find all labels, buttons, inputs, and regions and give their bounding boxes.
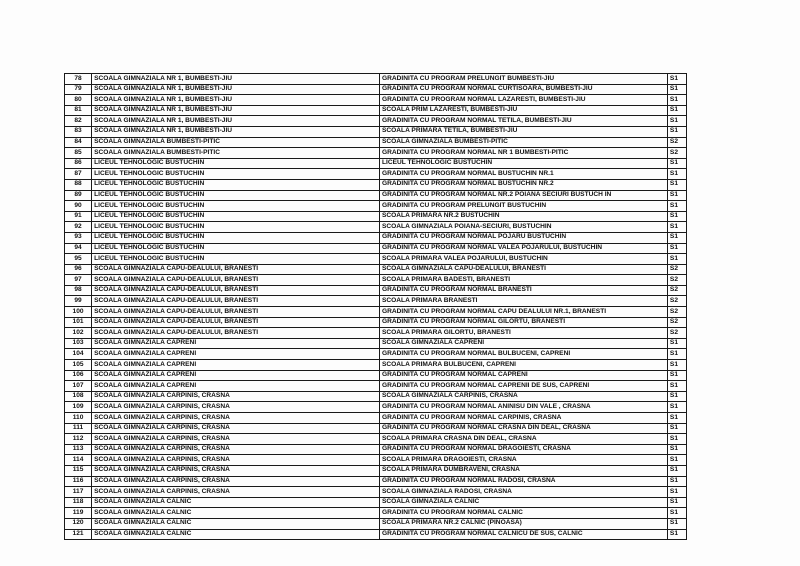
code-cell: S1 [667, 508, 686, 519]
structure-cell: GRADINITA CU PROGRAM NORMAL BULBUCENI, CAPRENI [380, 349, 668, 360]
school-unit-cell: SCOALA GIMNAZIALA CARPINIS, CRASNA [92, 391, 380, 402]
structure-cell: GRADINITA CU PROGRAM NORMAL POJARU BUSTUCHIN [380, 232, 668, 243]
code-cell: S1 [667, 487, 686, 498]
code-cell: S1 [667, 126, 686, 137]
structure-cell: GRADINITA CU PROGRAM NORMAL CAPRENII DE SUS, CAPRENI [380, 381, 668, 392]
table-row [65, 201, 687, 212]
structure-cell: GRADINITA CU PROGRAM NORMAL CALNIC [380, 508, 668, 519]
code-cell: S1 [667, 529, 686, 540]
table-row [65, 455, 687, 466]
table-row [65, 105, 687, 116]
structure-cell: GRADINITA CU PROGRAM NORMAL CAPU DEALULUI NR.1, BRANESTI [380, 307, 668, 318]
school-unit-cell: SCOALA GIMNAZIALA CAPU-DEALULUI, BRANESTI [92, 285, 380, 296]
code-cell: S2 [667, 328, 686, 339]
row-number-cell: 93 [65, 232, 92, 243]
school-unit-cell: SCOALA GIMNAZIALA CAPU-DEALULUI, BRANESTI [92, 275, 380, 286]
table-row [65, 328, 687, 339]
school-unit-cell: SCOALA GIMNAZIALA NR 1, BUMBESTI-JIU [92, 126, 380, 137]
table-row [65, 169, 687, 180]
row-number-cell: 110 [65, 413, 92, 424]
school-unit-cell: SCOALA GIMNAZIALA CAPU-DEALULUI, BRANESTI [92, 307, 380, 318]
row-number-cell: 115 [65, 465, 92, 476]
structure-cell: GRADINITA CU PROGRAM NORMAL CARPINIS, CRASNA [380, 413, 668, 424]
table-row [65, 296, 687, 307]
code-cell: S1 [667, 116, 686, 127]
code-cell: S2 [667, 148, 686, 159]
structure-cell: SCOALA GIMNAZIALA CAPU-DEALULUI, BRANESTI [380, 264, 668, 275]
row-number-cell: 84 [65, 137, 92, 148]
structure-cell: GRADINITA CU PROGRAM NORMAL RADOSI, CRASNA [380, 476, 668, 487]
row-number-cell: 119 [65, 508, 92, 519]
row-number-cell: 83 [65, 126, 92, 137]
school-unit-cell: SCOALA GIMNAZIALA CAPU-DEALULUI, BRANESTI [92, 264, 380, 275]
structure-cell: GRADINITA CU PROGRAM NORMAL CAPRENI [380, 370, 668, 381]
structure-cell: GRADINITA CU PROGRAM NORMAL CRASNA DIN DEAL, CRASNA [380, 423, 668, 434]
structure-cell: GRADINITA CU PROGRAM NORMAL BUSTUCHIN NR.2 [380, 179, 668, 190]
school-unit-cell: LICEUL TEHNOLOGIC BUSTUCHIN [92, 222, 380, 233]
row-number-cell: 107 [65, 381, 92, 392]
school-unit-cell: SCOALA GIMNAZIALA CARPINIS, CRASNA [92, 455, 380, 466]
code-cell: S1 [667, 497, 686, 508]
structure-cell: SCOALA PRIMARA GILORTU, BRANESTI [380, 328, 668, 339]
structure-cell: GRADINITA CU PROGRAM NORMAL ANINISU DIN VALE , CRASNA [380, 402, 668, 413]
code-cell: S1 [667, 402, 686, 413]
structure-cell: GRADINITA CU PROGRAM NORMAL LAZARESTI, BUMBESTI-JIU [380, 95, 668, 106]
structure-cell: GRADINITA CU PROGRAM PRELUNGIT BUSTUCHIN [380, 201, 668, 212]
row-number-cell: 102 [65, 328, 92, 339]
school-unit-cell: SCOALA GIMNAZIALA CALNIC [92, 497, 380, 508]
row-number-cell: 116 [65, 476, 92, 487]
table-row [65, 211, 687, 222]
table-row [65, 243, 687, 254]
code-cell: S1 [667, 243, 686, 254]
school-unit-cell: SCOALA GIMNAZIALA CAPU-DEALULUI, BRANESTI [92, 317, 380, 328]
school-unit-cell: SCOALA GIMNAZIALA CAPU-DEALULUI, BRANESTI [92, 328, 380, 339]
school-unit-cell: SCOALA GIMNAZIALA CAPU-DEALULUI, BRANESTI [92, 296, 380, 307]
school-unit-cell: SCOALA GIMNAZIALA NR 1, BUMBESTI-JIU [92, 74, 380, 85]
structure-cell: GRADINITA CU PROGRAM NORMAL VALEA POJARULUI, BUSTUCHIN [380, 243, 668, 254]
row-number-cell: 94 [65, 243, 92, 254]
structure-cell: SCOALA PRIMARA NR.2 BUSTUCHIN [380, 211, 668, 222]
row-number-cell: 117 [65, 487, 92, 498]
code-cell: S2 [667, 275, 686, 286]
row-number-cell: 87 [65, 169, 92, 180]
row-number-cell: 103 [65, 338, 92, 349]
code-cell: S1 [667, 158, 686, 169]
table-row [65, 518, 687, 529]
row-number-cell: 89 [65, 190, 92, 201]
structure-cell: GRADINITA CU PROGRAM PRELUNGIT BUMBESTI-JIU [380, 74, 668, 85]
table-row [65, 349, 687, 360]
structure-cell: SCOALA GIMNAZIALA CALNIC [380, 497, 668, 508]
structure-cell: GRADINITA CU PROGRAM NORMAL NR.2 POIANA SECIURI BUSTUCH IN [380, 190, 668, 201]
code-cell: S1 [667, 190, 686, 201]
table-row [65, 116, 687, 127]
structure-cell: SCOALA PRIMARA BRANESTI [380, 296, 668, 307]
row-number-cell: 104 [65, 349, 92, 360]
code-cell: S1 [667, 476, 686, 487]
code-cell: S1 [667, 413, 686, 424]
table-row [65, 487, 687, 498]
school-unit-cell: SCOALA GIMNAZIALA NR 1, BUMBESTI-JIU [92, 105, 380, 116]
school-unit-cell: SCOALA GIMNAZIALA CARPINIS, CRASNA [92, 423, 380, 434]
structure-cell: GRADINITA CU PROGRAM NORMAL CURTISOARA, BUMBESTI-JIU [380, 84, 668, 95]
school-unit-cell: LICEUL TEHNOLOGIC BUSTUCHIN [92, 232, 380, 243]
structure-cell: GRADINITA CU PROGRAM NORMAL GILORTU, BRANESTI [380, 317, 668, 328]
school-unit-cell: SCOALA GIMNAZIALA NR 1, BUMBESTI-JIU [92, 95, 380, 106]
row-number-cell: 92 [65, 222, 92, 233]
structure-cell: SCOALA GIMNAZIALA POIANA-SECIURI, BUSTUCHIN [380, 222, 668, 233]
structure-cell: SCOALA GIMNAZIALA CAPRENI [380, 338, 668, 349]
row-number-cell: 79 [65, 84, 92, 95]
school-unit-cell: LICEUL TEHNOLOGIC BUSTUCHIN [92, 169, 380, 180]
table-row [65, 413, 687, 424]
table-row [65, 275, 687, 286]
code-cell: S1 [667, 465, 686, 476]
code-cell: S1 [667, 211, 686, 222]
code-cell: S1 [667, 370, 686, 381]
school-unit-cell: SCOALA GIMNAZIALA CARPINIS, CRASNA [92, 402, 380, 413]
row-number-cell: 106 [65, 370, 92, 381]
structure-cell: GRADINITA CU PROGRAM NORMAL DRAGOIESTI, CRASNA [380, 444, 668, 455]
table-row [65, 148, 687, 159]
code-cell: S2 [667, 317, 686, 328]
school-unit-cell: SCOALA GIMNAZIALA CAPRENI [92, 338, 380, 349]
code-cell: S2 [667, 307, 686, 318]
school-unit-cell: LICEUL TEHNOLOGIC BUSTUCHIN [92, 158, 380, 169]
table-row [65, 497, 687, 508]
table-row [65, 126, 687, 137]
school-unit-cell: SCOALA GIMNAZIALA CAPRENI [92, 349, 380, 360]
school-unit-cell: SCOALA GIMNAZIALA BUMBESTI-PITIC [92, 137, 380, 148]
structure-cell: GRADINITA CU PROGRAM NORMAL CALNICU DE SUS, CALNIC [380, 529, 668, 540]
structure-cell: SCOALA PRIMARA CRASNA DIN DEAL, CRASNA [380, 434, 668, 445]
code-cell: S1 [667, 105, 686, 116]
row-number-cell: 78 [65, 74, 92, 85]
school-unit-cell: SCOALA GIMNAZIALA NR 1, BUMBESTI-JIU [92, 84, 380, 95]
table-row [65, 232, 687, 243]
school-unit-cell: SCOALA GIMNAZIALA CAPRENI [92, 370, 380, 381]
table-row [65, 423, 687, 434]
structure-cell: GRADINITA CU PROGRAM NORMAL NR 1 BUMBESTI-PITIC [380, 148, 668, 159]
school-unit-cell: SCOALA GIMNAZIALA CALNIC [92, 529, 380, 540]
row-number-cell: 109 [65, 402, 92, 413]
structure-cell: SCOALA GIMNAZIALA RADOSI, CRASNA [380, 487, 668, 498]
table-row [65, 307, 687, 318]
structure-cell: GRADINITA CU PROGRAM NORMAL BUSTUCHIN NR.1 [380, 169, 668, 180]
structure-cell: SCOALA PRIMARA BULBUCENI, CAPRENI [380, 360, 668, 371]
table-row [65, 360, 687, 371]
table-row [65, 391, 687, 402]
code-cell: S1 [667, 95, 686, 106]
code-cell: S1 [667, 518, 686, 529]
school-unit-cell: LICEUL TEHNOLOGIC BUSTUCHIN [92, 243, 380, 254]
table-row [65, 381, 687, 392]
table-row [65, 74, 687, 85]
row-number-cell: 99 [65, 296, 92, 307]
code-cell: S2 [667, 264, 686, 275]
row-number-cell: 96 [65, 264, 92, 275]
code-cell: S1 [667, 444, 686, 455]
school-unit-cell: LICEUL TEHNOLOGIC BUSTUCHIN [92, 190, 380, 201]
row-number-cell: 85 [65, 148, 92, 159]
table-row [65, 508, 687, 519]
structure-cell: SCOALA GIMNAZIALA BUMBESTI-PITIC [380, 137, 668, 148]
row-number-cell: 113 [65, 444, 92, 455]
structure-cell: SCOALA PRIMARA DUMBRAVENI, CRASNA [380, 465, 668, 476]
schools-table [64, 73, 687, 540]
code-cell: S1 [667, 455, 686, 466]
row-number-cell: 98 [65, 285, 92, 296]
code-cell: S2 [667, 137, 686, 148]
school-unit-cell: SCOALA GIMNAZIALA CARPINIS, CRASNA [92, 434, 380, 445]
code-cell: S2 [667, 296, 686, 307]
code-cell: S1 [667, 179, 686, 190]
table-row [65, 434, 687, 445]
table-row [65, 370, 687, 381]
code-cell: S1 [667, 84, 686, 95]
school-unit-cell: SCOALA GIMNAZIALA CARPINIS, CRASNA [92, 465, 380, 476]
table-row [65, 338, 687, 349]
table-row [65, 254, 687, 265]
code-cell: S1 [667, 381, 686, 392]
code-cell: S1 [667, 360, 686, 371]
row-number-cell: 81 [65, 105, 92, 116]
code-cell: S2 [667, 285, 686, 296]
row-number-cell: 80 [65, 95, 92, 106]
table-row [65, 317, 687, 328]
structure-cell: LICEUL TEHNOLOGIC BUSTUCHIN [380, 158, 668, 169]
row-number-cell: 120 [65, 518, 92, 529]
structure-cell: SCOALA PRIMARA TETILA, BUMBESTI-JIU [380, 126, 668, 137]
table-row [65, 179, 687, 190]
row-number-cell: 100 [65, 307, 92, 318]
row-number-cell: 105 [65, 360, 92, 371]
row-number-cell: 91 [65, 211, 92, 222]
row-number-cell: 95 [65, 254, 92, 265]
school-unit-cell: SCOALA GIMNAZIALA CALNIC [92, 518, 380, 529]
row-number-cell: 101 [65, 317, 92, 328]
row-number-cell: 114 [65, 455, 92, 466]
school-unit-cell: SCOALA GIMNAZIALA CARPINIS, CRASNA [92, 444, 380, 455]
code-cell: S1 [667, 423, 686, 434]
code-cell: S1 [667, 74, 686, 85]
row-number-cell: 88 [65, 179, 92, 190]
table-row [65, 264, 687, 275]
structure-cell: SCOALA PRIMARA VALEA POJARULUI, BUSTUCHIN [380, 254, 668, 265]
row-number-cell: 112 [65, 434, 92, 445]
table-body [65, 74, 687, 540]
structure-cell: GRADINITA CU PROGRAM NORMAL TETILA, BUMBESTI-JIU [380, 116, 668, 127]
table-row [65, 476, 687, 487]
table-row [65, 285, 687, 296]
code-cell: S1 [667, 222, 686, 233]
school-unit-cell: SCOALA GIMNAZIALA NR 1, BUMBESTI-JIU [92, 116, 380, 127]
table-row [65, 84, 687, 95]
code-cell: S1 [667, 338, 686, 349]
row-number-cell: 121 [65, 529, 92, 540]
school-unit-cell: SCOALA GIMNAZIALA BUMBESTI-PITIC [92, 148, 380, 159]
row-number-cell: 108 [65, 391, 92, 402]
table-row [65, 137, 687, 148]
table-row [65, 95, 687, 106]
structure-cell: SCOALA PRIMARA NR.2 CALNIC (PINOASA) [380, 518, 668, 529]
school-unit-cell: SCOALA GIMNAZIALA CARPINIS, CRASNA [92, 476, 380, 487]
structure-cell: SCOALA GIMNAZIALA CARPINIS, CRASNA [380, 391, 668, 402]
school-unit-cell: SCOALA GIMNAZIALA CAPRENI [92, 360, 380, 371]
row-number-cell: 111 [65, 423, 92, 434]
code-cell: S1 [667, 169, 686, 180]
structure-cell: SCOALA PRIMARA BADESTI, BRANESTI [380, 275, 668, 286]
structure-cell: GRADINITA CU PROGRAM NORMAL BRANESTI [380, 285, 668, 296]
school-unit-cell: LICEUL TEHNOLOGIC BUSTUCHIN [92, 179, 380, 190]
row-number-cell: 82 [65, 116, 92, 127]
table-row [65, 529, 687, 540]
school-unit-cell: SCOALA GIMNAZIALA CARPINIS, CRASNA [92, 413, 380, 424]
school-unit-cell: SCOALA GIMNAZIALA CARPINIS, CRASNA [92, 487, 380, 498]
structure-cell: SCOALA PRIMARA DRAGOIESTI, CRASNA [380, 455, 668, 466]
school-unit-cell: SCOALA GIMNAZIALA CALNIC [92, 508, 380, 519]
code-cell: S1 [667, 201, 686, 212]
code-cell: S1 [667, 254, 686, 265]
code-cell: S1 [667, 349, 686, 360]
table-row [65, 158, 687, 169]
row-number-cell: 118 [65, 497, 92, 508]
school-unit-cell: SCOALA GIMNAZIALA CAPRENI [92, 381, 380, 392]
table-row [65, 465, 687, 476]
table-row [65, 402, 687, 413]
row-number-cell: 90 [65, 201, 92, 212]
school-unit-cell: LICEUL TEHNOLOGIC BUSTUCHIN [92, 211, 380, 222]
code-cell: S1 [667, 434, 686, 445]
school-unit-cell: LICEUL TEHNOLOGIC BUSTUCHIN [92, 254, 380, 265]
code-cell: S1 [667, 391, 686, 402]
table-row [65, 190, 687, 201]
code-cell: S1 [667, 232, 686, 243]
row-number-cell: 86 [65, 158, 92, 169]
school-unit-cell: LICEUL TEHNOLOGIC BUSTUCHIN [92, 201, 380, 212]
table-row [65, 444, 687, 455]
structure-cell: SCOALA PRIM LAZARESTI, BUMBESTI-JIU [380, 105, 668, 116]
row-number-cell: 97 [65, 275, 92, 286]
table-row [65, 222, 687, 233]
